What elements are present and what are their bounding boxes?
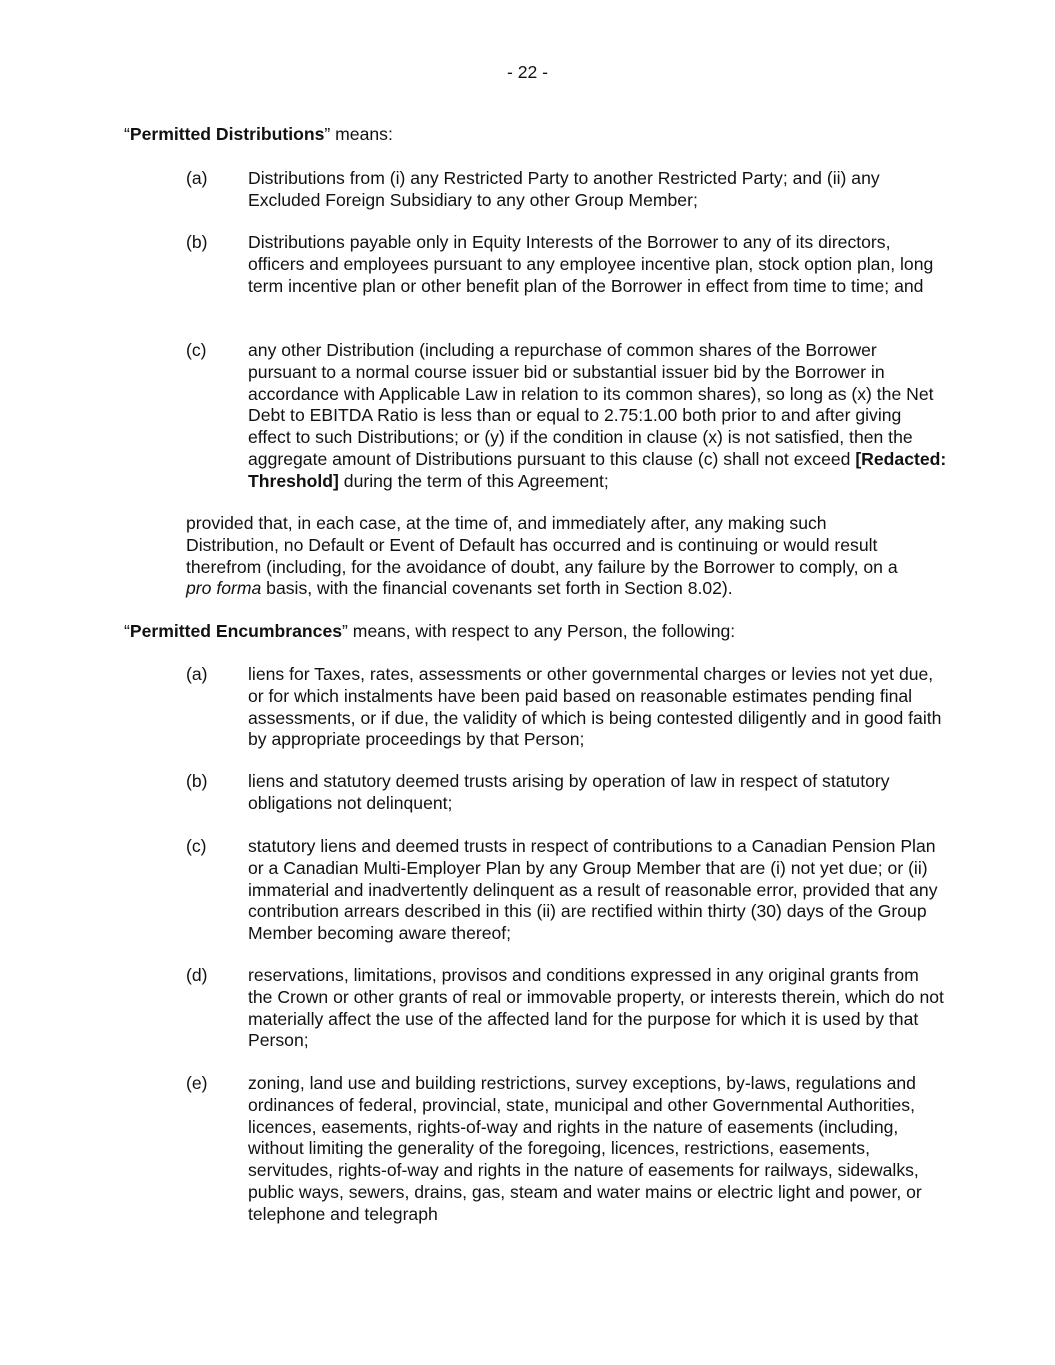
item-label: (b): [186, 232, 208, 252]
definition-suffix: means, with respect to any Person, the following:: [347, 621, 736, 641]
item-text: liens and statutory deemed trusts arising by operation of law in respect of statutory obligations not delinquent;: [248, 771, 890, 813]
item-text: [248, 340, 948, 493]
item-label: (e): [186, 1073, 208, 1093]
defined-term: Permitted Distributions: [129, 124, 325, 144]
item-label: (c): [186, 340, 207, 360]
definition-permitted-encumbrances: [124, 621, 944, 643]
close-quote: ”: [324, 124, 331, 144]
item-text-part: any other Distribution (including a repurchase of common shares of the Borrower pursuant to a normal course issuer bid or substantial issuer bid by the Borrower in accordance with Applicable Law in relation to its common shares), so long as (x) the Net Debt to EBITDA Ratio is less than or equal to 2.75:1.00 both prior to and after giving effect to such Distributions; or (y) if the condition in clause (x) is not satisfied, then the aggregate amount of Distributions pursuant to this clause (c) shall not exceed: [248, 340, 934, 469]
proviso-italic: pro forma: [186, 578, 262, 599]
definition-permitted-distributions: [124, 124, 944, 146]
item-text: Distributions payable only in Equity Interests of the Borrower to any of its directors, officers and employees pursuant to any employee incentive plan, stock option plan, long term incentive plan or other benefit plan of the Borrower in effect from time to time; and: [248, 232, 934, 296]
open-quote: “: [124, 124, 130, 144]
redacted-threshold: [Redacted: Threshold]: [248, 448, 947, 491]
definition-suffix: means:: [330, 124, 393, 144]
item-label: (a): [186, 168, 208, 188]
item-label: (a): [186, 664, 208, 684]
proviso-paragraph: [186, 513, 906, 600]
proviso-text: provided that, in each case, at the time of, and immediately after, any making such Distribution, no Default or Event of Default has occurred and is continuing or would result therefrom (including, for the avoidance of doubt, any failure by the Borrower to comply, on a: [186, 513, 898, 577]
item-label: (b): [186, 771, 208, 791]
item-text-part: during the term of this Agreement;: [338, 470, 609, 491]
item-label: (c): [186, 836, 207, 856]
close-quote: ”: [342, 621, 348, 641]
defined-term: Permitted Encumbrances: [129, 621, 343, 641]
item-text: statutory liens and deemed trusts in respect of contributions to a Canadian Pension Plan or a Canadian Multi-Employer Plan by any Group Member that are (i) not yet due; or (ii) immaterial and inadvertently delinquent as a result of reasonable error, provided that any contribution arrears described in this (ii) are rectified within thirty (30) days of the Group Member becoming aware thereof;: [248, 836, 938, 944]
open-quote: “: [124, 621, 130, 641]
item-text: reservations, limitations, provisos and conditions expressed in any original grants from the Crown or other grants of real or immovable property, or interests therein, which do not materially affect the use of the affected land for the purpose for which it is used by that Person;: [248, 965, 944, 1051]
item-text: zoning, land use and building restrictions, survey exceptions, by-laws, regulations and ordinances of federal, provincial, state, municipal and other Governmental Authorities, licences, easements, rights-of-way and rights in the nature of easements (including, without limiting the generality of the foregoing, licences, restrictions, easements, servitudes, rights-of-way and rights in the nature of easements for railways, sidewalks, public ways, sewers, drains, gas, steam and water mains or electric light and power, or telephone and telegraph: [248, 1073, 922, 1224]
proviso-text: basis, with the financial covenants set forth in Section 8.02).: [261, 578, 733, 599]
page-number: - 22 -: [506, 62, 549, 82]
item-label: (d): [186, 965, 208, 985]
item-text: Distributions from (i) any Restricted Party to another Restricted Party; and (ii) any Excluded Foreign Subsidiary to any other Group Member;: [248, 168, 880, 210]
item-text: liens for Taxes, rates, assessments or other governmental charges or levies not yet due, or for which instalments have been paid based on reasonable estimates pending final assessments, or if due, the validity of which is being contested diligently and in good faith by appropriate proceedings by that Person;: [248, 664, 942, 750]
